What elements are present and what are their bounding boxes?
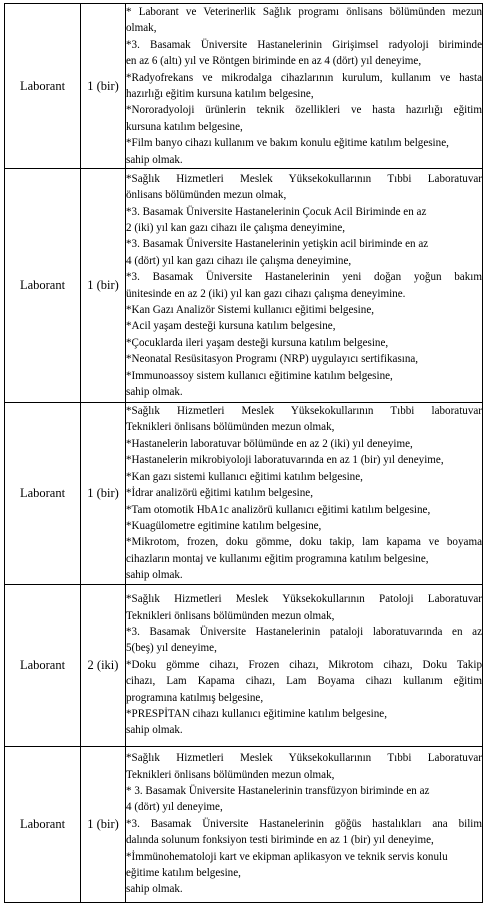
table-row [5,169,483,403]
requirement-line: *3. Basamak Üniversite Hastanelerinin göğüs hastalıkları ana bilim [126,817,482,830]
table-row [5,584,483,746]
position-count: 1 (bir) [81,403,126,584]
requirement-line: *Kan Gazı Analizör Sistemi kullanıcı eğitimi belgesine, [126,303,375,316]
requirements-cell [126,584,483,746]
requirements-table-body [5,4,483,903]
requirement-line: 4 (dört) yıl kan gazı cihazı ile çalışma deneyimine, [126,254,352,267]
position-count: 2 (iki) [81,584,126,746]
requirements-cell [126,403,483,584]
requirement-line: en az 6 (altı) yıl ve Röntgen biriminde en az 4 (dört) yıl deneyime, [126,55,422,68]
requirement-line: sahip olmak. [126,883,183,896]
requirement-line: *İdrar analizörü eğitimi katılım belgesine, [126,487,313,500]
requirement-line: * 3. Basamak Üniversite Hastanelerinin transfüzyon biriminde en az [126,785,430,798]
requirement-line: hazırlığı eğitim kursuna katılım belgesine, [126,88,314,101]
requirement-line: *Doku gömme cihazı, Frozen cihazı, Mikrotom cihazı, Doku Takip [126,658,482,671]
requirement-line: programına katılmış belgesine, [126,691,264,704]
requirement-line: *Neonatal Resüsitasyon Programı (NRP) uygulayıcı sertifikasına, [126,353,419,366]
requirement-line: *Hastanelerin laboratuvar bölümünde en az 2 (iki) yıl deneyime, [126,437,413,450]
requirement-line: Teknikleri önlisans bölümünden mezun olmak, [126,609,335,622]
requirement-line: sahip olmak. [126,153,183,166]
requirement-line: *Kan gazı sistemi kullanıcı eğitimi katılım belgesine, [126,470,363,483]
requirement-line: *Radyofrekans ve mikrodalga cihazlarının kurulum, kullanım ve hasta [126,71,482,84]
requirement-line: dalında solunum fonksiyon testi biriminde en az 1 (bir) yıl deneyime, [126,834,434,847]
requirement-line: *Acil yaşam desteği kursuna katılım belgesine, [126,320,336,333]
requirement-line: ünitesinde en az 2 (iki) yıl kan gazı cihazı çalışma deneyimine. [126,287,406,300]
requirement-line: *3. Basamak Üniversite Hastanelerinin pataloji laboratuvarında en az [126,626,482,639]
requirement-line: Teknikleri önlisans bölümünden mezun olmak, [126,768,335,781]
requirement-line: *Film banyo cihazı kullanım ve bakım konulu eğitime katılım belgesine, [126,137,449,150]
position-title: Laborant [5,584,81,746]
requirement-line: *Kuagülometre egitimine katılım belgesine, [126,519,322,532]
requirement-line: önlisans bölümünden mezun olmak, [126,189,287,202]
requirement-line: *3. Basamak Üniversite Hastanelerinin Çocuk Acil Biriminde en az [126,205,427,218]
requirement-line: kursuna katılım belgesine, [126,120,243,133]
requirement-line: cihazı, Lam Kapama cihazı, Lam Boyama cihazı kullanım eğitim [126,675,482,688]
requirements-table [4,3,483,903]
table-row [5,746,483,902]
requirement-line: *Sağlık Hizmetleri Meslek Yüksekokullarının Patoloji Laboratuvar [126,593,482,606]
requirement-line: 5(beş) yıl deneyime, [126,642,217,655]
requirement-line: *Çocuklarda ileri yaşam desteği kursuna katılım belgesine, [126,336,389,349]
position-title: Laborant [5,4,81,169]
requirements-cell [126,4,483,169]
requirement-line: *Sağlık Hizmetleri Meslek Yüksekokullarının Tıbbi laboratuvar [126,405,482,418]
requirement-line: sahip olmak. [126,386,183,398]
table-row [5,403,483,584]
requirement-line: cihazların montaj ve kullanımı eğitim programına katılım belgesine, [126,552,429,565]
requirement-line: *Hastanelerin mikrobiyoloji laboratuvarında en az 1 (bir) yıl deneyime, [126,454,444,467]
requirement-line: *Mikrotom, frozen, doku gömme, doku takip, lam kapama ve boyama [126,536,482,549]
requirement-line: *Nororadyoloji ürünlerin teknik özellikleri ve hasta hazırlığı eğitim [126,104,482,117]
requirement-line: * Laborant ve Veterinerlik Sağlık programı önlisans bölümünden mezun [126,6,482,18]
position-count: 1 (bir) [81,746,126,902]
requirement-line: *Sağlık Hizmetleri Meslek Yüksekokullarının Tıbbi Laboratuvar [126,172,482,185]
requirement-line: sahip olmak. [126,724,183,737]
requirement-line: *3. Basamak Üniversite Hastanelerinin yeni doğan yoğun bakım [126,271,482,284]
position-title: Laborant [5,746,81,902]
position-count: 1 (bir) [81,169,126,403]
requirement-line: Teknikleri önlisans bölümünden mezun olmak, [126,421,335,434]
requirement-line: eğitime katılım belgesine, [126,867,241,880]
position-title: Laborant [5,169,81,403]
requirement-line: *Immunoassoy sistem kullanıcı eğitimine katılım belgesine, [126,369,393,382]
requirement-line: *İmmünohematoloji kart ve ekipman aplikasyon ve teknik servis konulu [126,850,448,863]
position-count: 1 (bir) [81,4,126,169]
requirement-line: 2 (iki) yıl kan gazı cihazı ile çalışma deneyimine, [126,221,346,234]
requirement-line: olmak, [126,22,157,35]
requirements-cell [126,169,483,403]
requirement-line: *3. Basamak Üniversite Hastanelerinin Girişimsel radyoloji biriminde [126,38,482,51]
table-row [5,4,483,169]
requirement-line: 4 (dört) yıl deneyime, [126,801,223,814]
requirement-line: *Tam otomotik HbA1c analizörü kullanıcı eğitimi katılım belgesine, [126,503,431,516]
requirements-cell [126,746,483,902]
position-title: Laborant [5,403,81,584]
requirement-line: *Sağlık Hizmetleri Meslek Yüksekokullarının Tıbbi Laboratuvar [126,752,482,765]
requirement-line: *3. Basamak Üniversite Hastanelerinin yetişkin acil biriminde en az [126,238,429,251]
requirement-line: *PRESPİTAN cihazı kullanıcı eğitimine katılım belgesine, [126,708,388,721]
requirement-line: sahip olmak. [126,569,183,582]
